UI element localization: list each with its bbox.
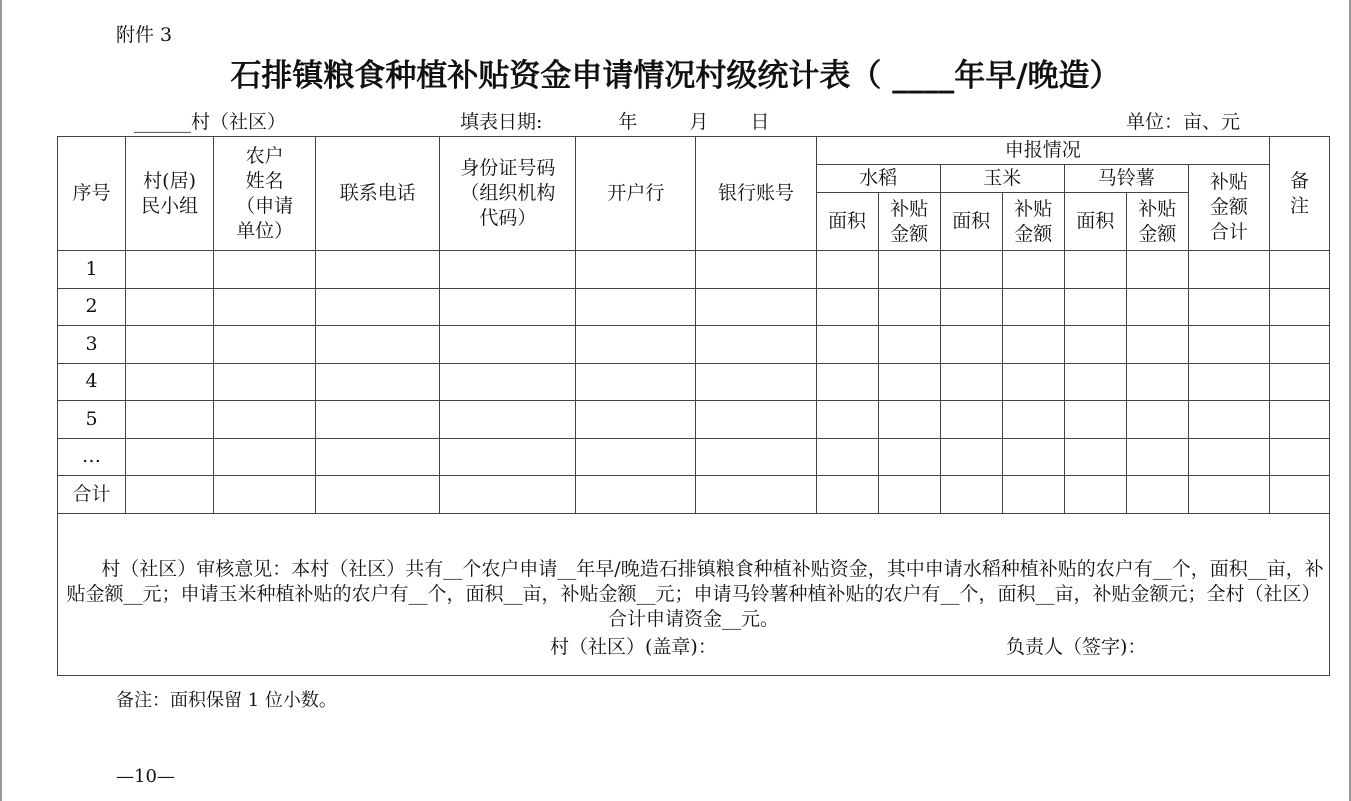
table-cell bbox=[878, 363, 940, 401]
signer-label: 负责人（签字)： bbox=[1006, 635, 1147, 658]
table-cell bbox=[1064, 401, 1126, 439]
table-cell bbox=[696, 326, 816, 364]
table-cell bbox=[940, 401, 1002, 439]
page-edge-left bbox=[0, 0, 2, 801]
table-cell bbox=[214, 438, 316, 476]
table-row bbox=[58, 251, 1330, 289]
row-label: … bbox=[58, 438, 126, 476]
table-cell bbox=[440, 438, 576, 476]
table-cell bbox=[878, 326, 940, 364]
table-cell bbox=[576, 401, 696, 439]
table-cell bbox=[316, 288, 440, 326]
header-total: 补贴 金额 合计 bbox=[1188, 165, 1269, 251]
header-name: 农户 姓名 （申请 单位） bbox=[214, 137, 316, 251]
table-row bbox=[58, 476, 1330, 514]
table-cell bbox=[940, 251, 1002, 289]
table-cell bbox=[1064, 326, 1126, 364]
page-number: —10— bbox=[116, 766, 175, 787]
table-cell bbox=[126, 476, 214, 514]
table-cell bbox=[440, 363, 576, 401]
review-opinion bbox=[58, 513, 1330, 675]
table-cell bbox=[576, 251, 696, 289]
table-cell bbox=[696, 401, 816, 439]
table-cell bbox=[1002, 476, 1064, 514]
table-cell bbox=[316, 363, 440, 401]
table-cell bbox=[696, 476, 816, 514]
table-cell bbox=[126, 251, 214, 289]
table-cell bbox=[816, 438, 878, 476]
date-day: 日 bbox=[750, 111, 770, 133]
table-cell bbox=[1188, 438, 1269, 476]
row-label: 2 bbox=[58, 288, 126, 326]
table-row bbox=[58, 363, 1330, 401]
unit-label: 单位：亩、元 bbox=[1126, 111, 1241, 133]
table-row bbox=[58, 288, 1330, 326]
header-id: 身份证号码 （组织机构 代码） bbox=[440, 137, 576, 251]
table-cell bbox=[576, 326, 696, 364]
table-cell bbox=[878, 476, 940, 514]
header-corn-subsidy: 补贴 金额 bbox=[1002, 193, 1064, 251]
row-label: 1 bbox=[58, 251, 126, 289]
table-cell bbox=[1064, 251, 1126, 289]
table-cell bbox=[126, 401, 214, 439]
table-cell bbox=[214, 363, 316, 401]
header-potato: 马铃薯 bbox=[1064, 165, 1188, 193]
header-potato-subsidy: 补贴 金额 bbox=[1126, 193, 1188, 251]
table-cell bbox=[940, 476, 1002, 514]
table-cell bbox=[816, 251, 878, 289]
header-rice-subsidy: 补贴 金额 bbox=[878, 193, 940, 251]
date-year: 年 bbox=[618, 111, 638, 133]
table-cell bbox=[214, 476, 316, 514]
table-cell bbox=[214, 326, 316, 364]
header-rice-area: 面积 bbox=[816, 193, 878, 251]
table-cell bbox=[1064, 288, 1126, 326]
table-cell bbox=[1002, 438, 1064, 476]
table-cell bbox=[1188, 251, 1269, 289]
opinion-text: 村（社区）审核意见：本村（社区）共有__个农户申请__年早/晚造石排镇粮食种植补贴资金，其中申请水稻种植补贴的农户有__个，面积__亩，补贴金额__元；申请玉米种植补贴的农户有__个，面积__亩，补贴金额__元；申请马铃薯种植补贴的农户有__个，面积__亩，补贴金额元；全村（社区）合计申请资金__元。 bbox=[66, 557, 1324, 630]
table-cell bbox=[1126, 363, 1188, 401]
table-cell bbox=[1002, 251, 1064, 289]
table-cell bbox=[1269, 438, 1329, 476]
table-cell bbox=[1188, 326, 1269, 364]
table-cell bbox=[1126, 476, 1188, 514]
table-cell bbox=[1188, 401, 1269, 439]
table-cell bbox=[1269, 401, 1329, 439]
header-potato-area: 面积 bbox=[1064, 193, 1126, 251]
table-cell bbox=[576, 476, 696, 514]
footnote: 备注：面积保留 1 位小数。 bbox=[116, 690, 337, 711]
table-cell bbox=[1126, 251, 1188, 289]
header-rice: 水稻 bbox=[816, 165, 940, 193]
header-account: 银行账号 bbox=[696, 137, 816, 251]
attachment-label: 附件 3 bbox=[116, 24, 173, 46]
table-cell bbox=[126, 326, 214, 364]
table-cell bbox=[940, 363, 1002, 401]
table-cell bbox=[214, 401, 316, 439]
table-cell bbox=[940, 326, 1002, 364]
table-cell bbox=[1002, 288, 1064, 326]
header-phone: 联系电话 bbox=[316, 137, 440, 251]
table-cell bbox=[696, 363, 816, 401]
table-cell bbox=[1188, 476, 1269, 514]
table-cell bbox=[816, 326, 878, 364]
table-cell bbox=[878, 251, 940, 289]
date-label: 填表日期: bbox=[460, 111, 543, 133]
table-cell bbox=[940, 288, 1002, 326]
seal-label: 村（社区）(盖章)： bbox=[550, 635, 717, 658]
header-remark: 备 注 bbox=[1269, 137, 1329, 251]
signature-row bbox=[58, 635, 1329, 661]
row-label: 5 bbox=[58, 401, 126, 439]
table-cell bbox=[316, 438, 440, 476]
table-row bbox=[58, 438, 1330, 476]
village-field: ______村（社区） bbox=[134, 111, 287, 133]
table-cell bbox=[1064, 438, 1126, 476]
table-cell bbox=[1269, 476, 1329, 514]
table-cell bbox=[440, 288, 576, 326]
table-cell bbox=[1002, 326, 1064, 364]
table-cell bbox=[1188, 363, 1269, 401]
table-cell bbox=[1126, 326, 1188, 364]
table-cell bbox=[816, 363, 878, 401]
table-cell bbox=[576, 288, 696, 326]
table-cell bbox=[316, 326, 440, 364]
table-cell bbox=[440, 251, 576, 289]
table-cell bbox=[316, 251, 440, 289]
table-cell bbox=[940, 438, 1002, 476]
table-cell bbox=[816, 476, 878, 514]
table-cell bbox=[1269, 363, 1329, 401]
table-cell bbox=[1064, 476, 1126, 514]
header-group: 村(居) 民小组 bbox=[126, 137, 214, 251]
table-cell bbox=[1126, 438, 1188, 476]
table-cell bbox=[316, 401, 440, 439]
table-cell bbox=[878, 288, 940, 326]
row-label: 4 bbox=[58, 363, 126, 401]
table-cell bbox=[214, 251, 316, 289]
table-cell bbox=[316, 476, 440, 514]
table-cell bbox=[1002, 401, 1064, 439]
row-label: 合计 bbox=[58, 476, 126, 514]
date-month: 月 bbox=[689, 111, 709, 133]
header-report: 申报情况 bbox=[816, 137, 1269, 165]
table-cell bbox=[696, 251, 816, 289]
table-cell bbox=[126, 363, 214, 401]
statistics-table bbox=[57, 136, 1330, 676]
header-seq: 序号 bbox=[58, 137, 126, 251]
table-cell bbox=[696, 438, 816, 476]
table-cell bbox=[126, 288, 214, 326]
fill-date bbox=[460, 107, 769, 134]
table-cell bbox=[440, 401, 576, 439]
table-cell bbox=[1064, 363, 1126, 401]
header-bank: 开户行 bbox=[576, 137, 696, 251]
table-cell bbox=[1002, 363, 1064, 401]
table-cell bbox=[816, 288, 878, 326]
header-corn-area: 面积 bbox=[940, 193, 1002, 251]
table-cell bbox=[126, 438, 214, 476]
table-cell bbox=[440, 476, 576, 514]
form-title: 石排镇粮食种植补贴资金申请情况村级统计表（ ____年早/晚造） bbox=[230, 58, 1121, 94]
table-cell bbox=[1188, 288, 1269, 326]
table-cell bbox=[1269, 251, 1329, 289]
table-cell bbox=[1269, 288, 1329, 326]
table-cell bbox=[576, 438, 696, 476]
table-cell bbox=[1126, 401, 1188, 439]
table-cell bbox=[878, 401, 940, 439]
table-cell bbox=[1126, 288, 1188, 326]
table-row bbox=[58, 401, 1330, 439]
table-cell bbox=[440, 326, 576, 364]
row-label: 3 bbox=[58, 326, 126, 364]
table-cell bbox=[576, 363, 696, 401]
table-cell bbox=[214, 288, 316, 326]
header-corn: 玉米 bbox=[940, 165, 1064, 193]
table-cell bbox=[696, 288, 816, 326]
table-row bbox=[58, 326, 1330, 364]
table-cell bbox=[816, 401, 878, 439]
table-cell bbox=[878, 438, 940, 476]
table-cell bbox=[1269, 326, 1329, 364]
